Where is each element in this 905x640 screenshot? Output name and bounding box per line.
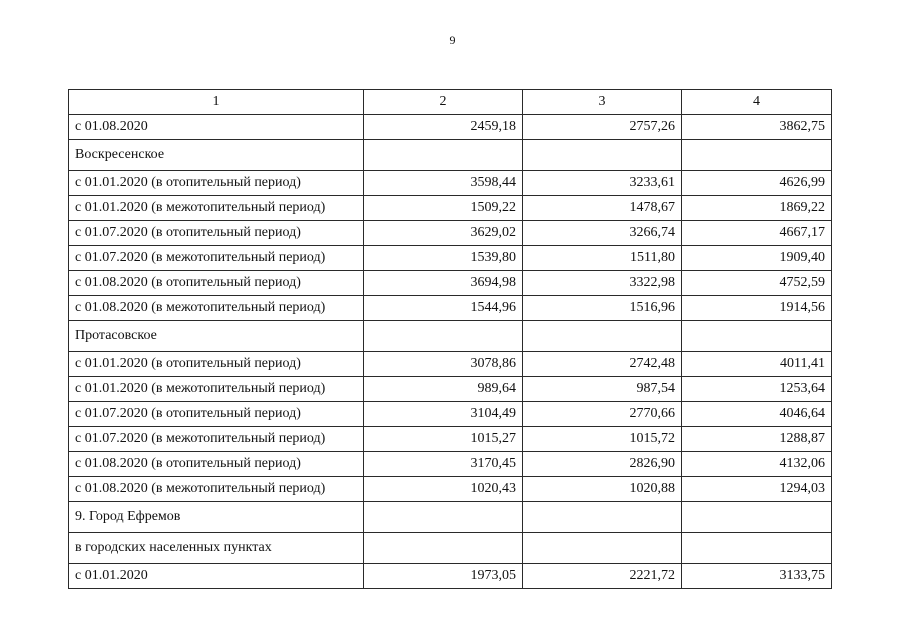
page-number: 9 [449,33,456,47]
value-cell-col-3: 1516,96 [523,296,682,321]
value-cell-col-2: 3078,86 [364,352,523,377]
value-cell-col-3 [523,502,682,533]
table-row [69,427,832,452]
value-cell-col-3: 2826,90 [523,452,682,477]
table-header-row [69,90,832,115]
value-cell-col-4 [682,502,832,533]
value-cell-col-4: 3133,75 [682,564,832,589]
value-cell-col-3: 3233,61 [523,171,682,196]
table-row [69,452,832,477]
value-cell-col-4 [682,533,832,564]
tariff-table [68,89,832,589]
value-cell-col-2: 3629,02 [364,221,523,246]
value-cell-col-3 [523,321,682,352]
value-cell-col-3: 1020,88 [523,477,682,502]
value-cell-col-3: 1015,72 [523,427,682,452]
value-cell-col-2 [364,502,523,533]
row-label-cell: с 01.08.2020 (в межотопительный период) [69,296,364,321]
column-header-4: 4 [682,90,832,115]
value-cell-col-3: 1478,67 [523,196,682,221]
section-row [69,502,832,533]
row-label-cell: в городских населенных пунктах [69,533,364,564]
row-label-cell: с 01.08.2020 [69,115,364,140]
value-cell-col-2: 3104,49 [364,402,523,427]
section-row [69,321,832,352]
row-label-cell: 9. Город Ефремов [69,502,364,533]
table-row [69,377,832,402]
column-header-3: 3 [523,90,682,115]
row-label-cell: с 01.08.2020 (в отопительный период) [69,452,364,477]
row-label-cell: с 01.07.2020 (в отопительный период) [69,221,364,246]
value-cell-col-3 [523,140,682,171]
value-cell-col-4: 4011,41 [682,352,832,377]
column-header-2: 2 [364,90,523,115]
value-cell-col-3 [523,533,682,564]
value-cell-col-3: 987,54 [523,377,682,402]
value-cell-col-2: 1973,05 [364,564,523,589]
value-cell-col-3: 2770,66 [523,402,682,427]
row-label-cell: с 01.08.2020 (в межотопительный период) [69,477,364,502]
value-cell-col-2: 1544,96 [364,296,523,321]
value-cell-col-2: 1539,80 [364,246,523,271]
row-label-cell: с 01.01.2020 (в отопительный период) [69,171,364,196]
row-label-cell: Воскресенское [69,140,364,171]
value-cell-col-2 [364,533,523,564]
value-cell-col-4: 1294,03 [682,477,832,502]
table-row [69,477,832,502]
value-cell-col-4: 4132,06 [682,452,832,477]
value-cell-col-2: 1015,27 [364,427,523,452]
value-cell-col-3: 2757,26 [523,115,682,140]
value-cell-col-2: 1020,43 [364,477,523,502]
row-label-cell: с 01.07.2020 (в межотопительный период) [69,246,364,271]
table-row [69,196,832,221]
section-row [69,533,832,564]
value-cell-col-2 [364,321,523,352]
value-cell-col-2: 3170,45 [364,452,523,477]
value-cell-col-4: 1253,64 [682,377,832,402]
table-row [69,171,832,196]
row-label-cell: с 01.01.2020 (в межотопительный период) [69,377,364,402]
value-cell-col-3: 3322,98 [523,271,682,296]
value-cell-col-2: 989,64 [364,377,523,402]
table-row [69,115,832,140]
table-row [69,402,832,427]
row-label-cell: с 01.01.2020 [69,564,364,589]
value-cell-col-4 [682,140,832,171]
value-cell-col-4: 4626,99 [682,171,832,196]
column-header-1: 1 [69,90,364,115]
value-cell-col-3: 2742,48 [523,352,682,377]
value-cell-col-2: 3598,44 [364,171,523,196]
table-row [69,564,832,589]
section-row [69,140,832,171]
table-row [69,271,832,296]
value-cell-col-4: 3862,75 [682,115,832,140]
row-label-cell: с 01.07.2020 (в отопительный период) [69,402,364,427]
value-cell-col-2 [364,140,523,171]
value-cell-col-4: 1288,87 [682,427,832,452]
value-cell-col-2: 1509,22 [364,196,523,221]
row-label-cell: с 01.01.2020 (в межотопительный период) [69,196,364,221]
row-label-cell: с 01.01.2020 (в отопительный период) [69,352,364,377]
table-row [69,352,832,377]
value-cell-col-3: 2221,72 [523,564,682,589]
table-row [69,296,832,321]
table-row [69,221,832,246]
value-cell-col-4: 4046,64 [682,402,832,427]
value-cell-col-4: 4752,59 [682,271,832,296]
value-cell-col-4: 1909,40 [682,246,832,271]
value-cell-col-4 [682,321,832,352]
value-cell-col-4: 1869,22 [682,196,832,221]
row-label-cell: с 01.07.2020 (в межотопительный период) [69,427,364,452]
value-cell-col-2: 2459,18 [364,115,523,140]
row-label-cell: Протасовское [69,321,364,352]
tariff-table-body [69,90,832,589]
value-cell-col-4: 1914,56 [682,296,832,321]
value-cell-col-3: 3266,74 [523,221,682,246]
value-cell-col-2: 3694,98 [364,271,523,296]
row-label-cell: с 01.08.2020 (в отопительный период) [69,271,364,296]
value-cell-col-3: 1511,80 [523,246,682,271]
table-row [69,246,832,271]
value-cell-col-4: 4667,17 [682,221,832,246]
